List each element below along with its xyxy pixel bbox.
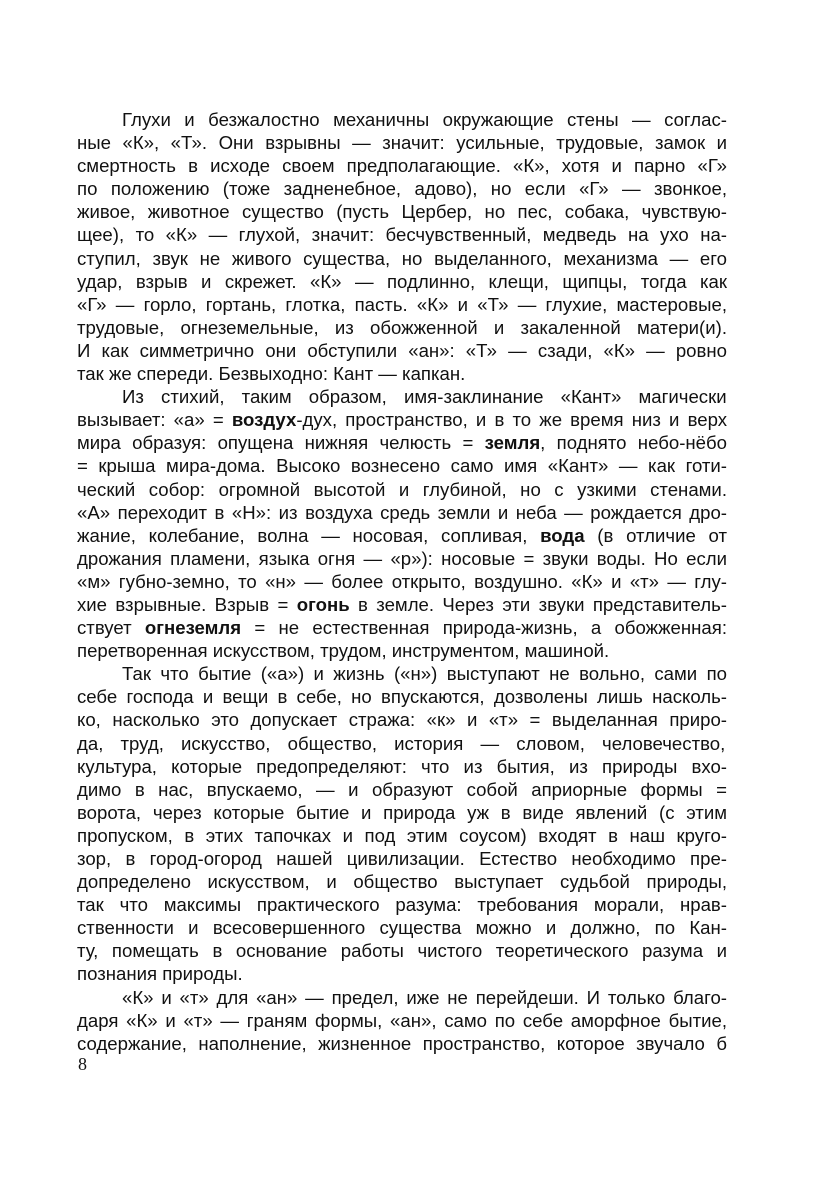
text-run: смертность в исходе своем предполагающие. «К», хотя и парно «Г» (77, 155, 727, 177)
text-line (77, 316, 727, 339)
text-line (77, 893, 727, 916)
text-run: ные «К», «Т». Они взрывны — значит: усильные, трудовые, замок и (77, 132, 727, 154)
text-line (77, 131, 727, 154)
text-run: так что максимы практического разума: требования морали, нрав- (77, 894, 727, 916)
text-run: содержание, наполнение, жизненное пространство, которое звучало б (77, 1032, 727, 1054)
text-run: ступил, звук не живого существа, но выделанного, механизма — его (77, 247, 727, 269)
text-run: щее), то «К» — глухой, значит: бесчувственный, медведь на ухо на- (77, 224, 727, 246)
text-run: = крыша мира-дома. Высоко вознесено само имя «Кант» — как готи- (77, 455, 727, 477)
text-run: по положению (тоже задненебное, адово), но если «Г» — звонкое, (77, 178, 727, 200)
text-line (77, 570, 727, 593)
text-line (77, 524, 727, 547)
text-run: да, труд, искусство, общество, история — словом, человечество, (77, 732, 726, 754)
text-run: (в отличие от (584, 524, 727, 546)
text-run: даря «К» и «т» — граням формы, «ан», само по себе аморфное бытие, (77, 1009, 727, 1031)
text-line (77, 454, 727, 477)
text-run: мира образуя: опущена нижняя челюсть = (77, 432, 485, 454)
bold-term: огнеземля (144, 617, 242, 639)
text-line (77, 801, 727, 824)
text-line (77, 431, 727, 454)
text-run: ворота, через которые бытие и природа уж в виде явлений (с этим (77, 801, 727, 823)
text-run: живое, животное существо (пусть Цербер, но пес, собака, чувствую- (77, 201, 727, 223)
page-number: 8 (78, 1054, 87, 1074)
text-line (77, 939, 727, 962)
text-run: И как симметрично они обступили «ан»: «Т» — сзади, «К» — ровно (77, 339, 727, 361)
paragraph (77, 385, 727, 662)
text-run: ческий собор: огромной высотой и глубиной, но с узкими стенами. (77, 478, 727, 500)
text-line (77, 916, 727, 939)
text-line (77, 824, 727, 847)
text-line (77, 408, 727, 431)
text-run: Так что бытие («а») и жизнь («н») выступают не вольно, сами по (122, 663, 727, 685)
text-line (77, 501, 727, 524)
text-line (77, 339, 727, 362)
bold-term: земля (484, 432, 541, 454)
text-line (77, 270, 727, 293)
text-run: Глухи и безжалостно механичны окружающие стены — соглас- (122, 109, 727, 130)
text-run: «К» и «т» для «ан» — предел, иже не перейдеши. И только благо- (122, 986, 727, 1008)
text-line (77, 708, 727, 731)
text-run: себе господа и вещи в себе, но впускаются, дозволены лишь насколь- (77, 686, 727, 708)
text-line (77, 685, 727, 708)
text-run: так же спереди. Безвыходно: Кант — капкан. (77, 363, 466, 385)
text-line (77, 986, 727, 1009)
text-line (77, 547, 727, 570)
text-run: -дух, пространство, и в то же время низ и верх (296, 409, 728, 431)
text-line (77, 247, 727, 270)
text-run: , поднято небо-нёбо (540, 432, 727, 454)
text-line (77, 200, 727, 223)
text-run: ко, насколько это допускает стража: «к» и «т» = выделанная приро- (77, 709, 727, 731)
text-run: дрожания пламени, языка огня — «р»): носовые = звуки воды. Но если (77, 547, 727, 569)
text-run: жание, колебание, волна — носовая, сопливая, (77, 524, 541, 546)
text-run: «м» губно-земно, то «н» — более открыто, воздушно. «К» и «т» — глу- (77, 570, 727, 592)
text-run: познания природы. (77, 963, 243, 985)
bold-term: огонь (296, 593, 350, 615)
bold-term: вода (540, 524, 585, 546)
paragraph (77, 662, 727, 985)
text-line (77, 293, 727, 316)
text-line (77, 778, 727, 801)
paragraph (77, 986, 727, 1055)
text-run: трудовые, огнеземельные, из обожженной и закаленной матери(и). (77, 316, 727, 338)
text-line (77, 962, 727, 985)
text-run: перетворенная искусством, трудом, инструментом, машиной. (77, 640, 610, 662)
text-run: хие взрывные. Взрыв = (77, 593, 297, 615)
text-line (77, 662, 727, 685)
text-run: димо в нас, впускаемо, — и образуют собой априорные формы = (77, 778, 727, 800)
text-run: зор, в город-огород нашей цивилизации. Естество необходимо пре- (77, 848, 727, 869)
text-line (77, 1032, 727, 1055)
text-line (77, 732, 727, 755)
body-text (77, 108, 727, 1055)
text-run: удар, взрыв и скрежет. «К» — подлинно, клещи, щипцы, тогда как (77, 270, 727, 292)
text-line (77, 362, 727, 385)
text-line (77, 755, 727, 778)
text-run: ствует (77, 617, 145, 639)
text-line (77, 385, 727, 408)
text-line (77, 223, 727, 246)
text-run: = не естественная природа-жизнь, а обожженная: (241, 617, 727, 639)
text-run: культура, которые предопределяют: что из бытия, из природы вхо- (77, 755, 727, 777)
text-line (77, 870, 727, 893)
text-line (77, 108, 727, 131)
text-run: ственности и всесовершенного существа можно и должно, по Кан- (77, 917, 727, 939)
text-line (77, 1009, 727, 1032)
text-run: «Г» — горло, гортань, глотка, пасть. «К» и «Т» — глухие, мастеровые, (77, 293, 727, 315)
text-run: пропуском, в этих тапочках и под этим соусом) входят в наш круго- (77, 824, 727, 846)
text-run: вызывает: «а» = (77, 409, 232, 431)
paragraph (77, 108, 727, 385)
text-line (77, 639, 727, 662)
text-line (77, 154, 727, 177)
text-run: допределено искусством, и общество выступает судьбой природы, (77, 871, 727, 893)
text-run: «А» переходит в «Н»: из воздуха средь земли и неба — рождается дро- (77, 501, 727, 523)
text-run: Из стихий, таким образом, имя-заклинание «Кант» магически (122, 386, 727, 408)
bold-term: воздух (231, 409, 297, 431)
text-line (77, 177, 727, 200)
text-run: ту, помещать в основание работы чистого теоретического разума и (77, 940, 727, 962)
text-line (77, 593, 727, 616)
text-line (77, 847, 727, 870)
text-line (77, 478, 727, 501)
text-run: в земле. Через эти звуки представитель- (349, 593, 727, 615)
text-line (77, 616, 727, 639)
